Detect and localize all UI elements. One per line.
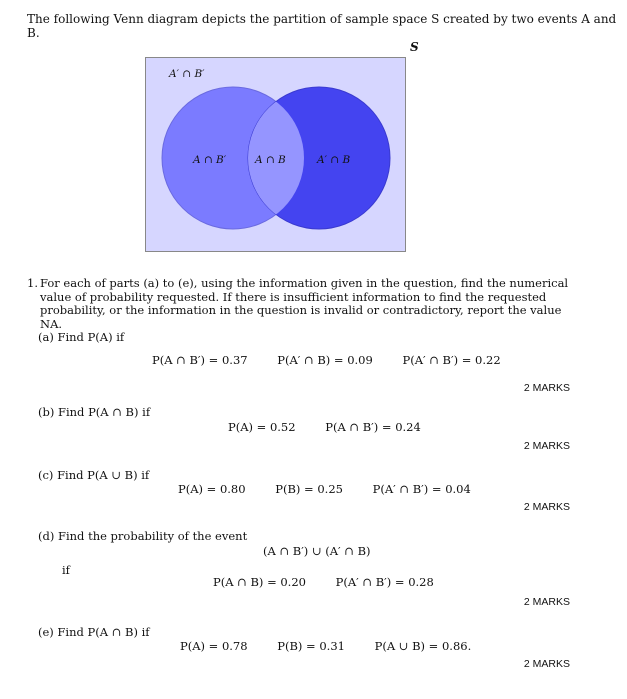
part-e-marks: 2 MARKS — [523, 658, 570, 670]
condition: P(A ∪ B) = 0.86. — [374, 639, 472, 653]
part-a-conditions — [152, 353, 501, 367]
part-d-marks: 2 MARKS — [523, 596, 570, 608]
part-d-conditions — [213, 575, 434, 589]
part-a-marks: 2 MARKS — [523, 382, 570, 394]
part-d-if: if — [62, 563, 70, 577]
part-a-label: (a) Find P(A) if — [38, 330, 125, 344]
condition: P(B) = 0.31 — [277, 639, 345, 653]
condition: P(A′ ∩ B′) = 0.22 — [402, 353, 501, 367]
condition: P(A′ ∩ B) = 0.09 — [277, 353, 373, 367]
part-e-conditions — [180, 639, 471, 653]
condition: P(A′ ∩ B′) = 0.28 — [335, 575, 434, 589]
condition: P(A ∩ B′) = 0.37 — [152, 353, 248, 367]
part-c-conditions — [178, 482, 471, 496]
region-label-b-only: A′ ∩ B — [317, 154, 351, 166]
sample-space-label: S — [410, 40, 419, 54]
part-b-conditions — [228, 420, 421, 434]
part-d-label: (d) Find the probability of the event — [38, 529, 248, 543]
condition: P(A ∩ B) = 0.20 — [213, 575, 306, 589]
condition: P(A) = 0.52 — [228, 420, 296, 434]
question-text: For each of parts (a) to (e), using the information given in the question, find the numerical value of probability requested. If there is insufficient information to find the requested probability, or the information in the question is invalid or contradictory, report the value NA. — [40, 276, 569, 331]
question-number: 1. — [27, 276, 38, 290]
condition: P(A) = 0.78 — [180, 639, 248, 653]
part-b-label: (b) Find P(A ∩ B) if — [38, 405, 151, 419]
question-instructions — [27, 277, 587, 331]
condition: P(A) = 0.80 — [178, 482, 246, 496]
part-b-marks: 2 MARKS — [523, 440, 570, 452]
part-e-label: (e) Find P(A ∩ B) if — [38, 625, 150, 639]
venn-diagram — [145, 57, 407, 253]
part-c-label: (c) Find P(A ∪ B) if — [38, 468, 150, 482]
region-label-both: A ∩ B — [255, 154, 286, 166]
region-label-outside: A′ ∩ B′ — [169, 68, 205, 80]
intro-text: The following Venn diagram depicts the partition of sample space S created by two events A and B. — [27, 12, 617, 40]
region-label-a-only: A ∩ B′ — [193, 154, 227, 166]
condition: P(B) = 0.25 — [275, 482, 343, 496]
part-d-event: (A ∩ B′) ∪ (A′ ∩ B) — [263, 544, 371, 558]
condition: P(A ∩ B′) = 0.24 — [325, 420, 421, 434]
part-c-marks: 2 MARKS — [523, 501, 570, 513]
condition: P(A′ ∩ B′) = 0.04 — [372, 482, 471, 496]
